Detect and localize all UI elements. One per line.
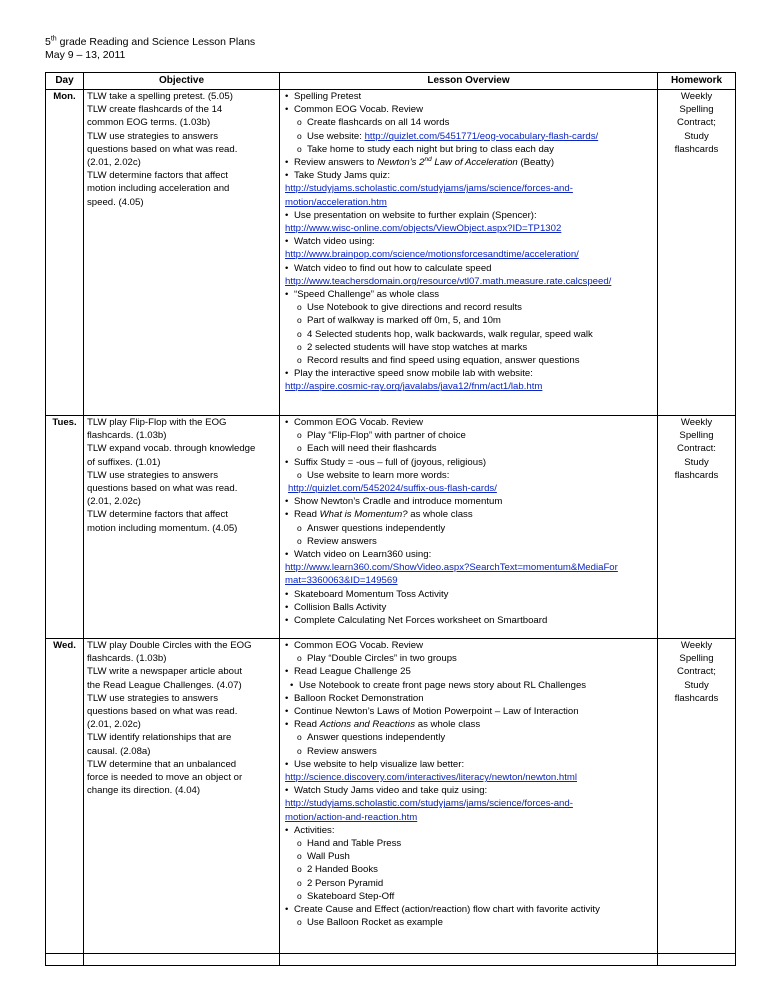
- homework-cell-wednesday: [658, 639, 736, 954]
- list-item: • Show Newton’s Cradle and introduce momentum: [283, 495, 654, 508]
- list-item: • Watch video using:: [283, 235, 654, 248]
- overview-cell-tuesday: [280, 416, 658, 639]
- list-item: o 2 Person Pyramid: [283, 877, 654, 890]
- objective-line: questions based on what was read.: [87, 706, 238, 718]
- learn360-link-cont[interactable]: mat=3360063&ID=149569: [285, 575, 398, 587]
- list-item: • Read League Challenge 25: [283, 665, 654, 678]
- objective-line: motion including acceleration and: [87, 183, 230, 195]
- objective-line: TLW determine factors that affect: [87, 509, 228, 521]
- objective-cell-monday: [84, 90, 280, 416]
- list-item: o Part of walkway is marked off 0m, 5, and 10m: [283, 314, 654, 327]
- list-item: o Create flashcards on all 14 words: [283, 116, 654, 129]
- list-item: o Take home to study each night but bring to class each day: [283, 143, 654, 156]
- objective-line: TLW use strategies to answers: [87, 469, 218, 481]
- table-row-empty: [46, 954, 736, 966]
- quizlet-eog-link[interactable]: http://quizlet.com/5451771/eog-vocabulary-flash-cards/: [364, 130, 599, 142]
- table-row-wednesday: [46, 639, 736, 954]
- table-row-monday: [46, 90, 736, 416]
- list-item: • Play the interactive speed snow mobile lab with website:: [283, 367, 654, 380]
- objective-line: TLW determine factors that affect: [87, 170, 228, 182]
- list-item: o Hand and Table Press: [283, 837, 654, 850]
- homework-line: Contract;: [677, 117, 716, 129]
- objective-line: flashcards. (1.03b): [87, 653, 167, 665]
- list-item: o 2 selected students will have stop watches at marks: [283, 341, 654, 354]
- objective-line: TLW play Double Circles with the EOG: [87, 640, 252, 651]
- list-item: • Watch video on Learn360 using:: [283, 548, 654, 561]
- column-header-day: Day: [46, 73, 84, 90]
- homework-line: Weekly: [680, 417, 713, 428]
- objective-line: TLW take a spelling pretest. (5.05): [87, 91, 233, 102]
- column-header-objective: Objective: [84, 73, 280, 90]
- studyjams-acceleration-link-cont[interactable]: motion/acceleration.htm: [285, 196, 387, 208]
- homework-line: Study: [684, 130, 709, 142]
- homework-line: Spelling: [679, 430, 714, 442]
- list-item: • Read Actions and Reactions as whole class: [283, 718, 654, 731]
- list-item: o Each will need their flashcards: [283, 442, 654, 455]
- list-item: o Use Balloon Rocket as example: [283, 916, 654, 929]
- objective-cell-tuesday: [84, 416, 280, 639]
- list-item: • Spelling Pretest: [283, 90, 654, 103]
- studyjams-action-reaction-link-cont[interactable]: motion/action-and-reaction.htm: [285, 811, 418, 823]
- overview-cell-monday: [280, 90, 658, 416]
- list-item: • Use Notebook to create front page news story about RL Challenges: [283, 679, 654, 692]
- objective-line: TLW use strategies to answers: [87, 130, 218, 142]
- homework-line: Spelling: [679, 104, 714, 116]
- list-item: o Review answers: [283, 535, 654, 548]
- list-item: o Play “Double Circles” in two groups: [283, 652, 654, 665]
- objective-line: TLW write a newspaper article about: [87, 666, 242, 678]
- studyjams-acceleration-link[interactable]: http://studyjams.scholastic.com/studyjams/jams/science/forces-and-: [285, 183, 573, 195]
- document-header: [45, 36, 255, 62]
- list-item: o 2 Handed Books: [283, 863, 654, 876]
- homework-line: Weekly: [680, 91, 713, 102]
- homework-cell-monday: [658, 90, 736, 416]
- empty-cell: [280, 954, 658, 966]
- list-item: • Watch video to find out how to calculate speed: [283, 262, 654, 275]
- empty-cell: [46, 954, 84, 966]
- list-item: • Review answers to Newton’s 2nd Law of Acceleration (Beatty): [283, 156, 654, 169]
- list-item: • Complete Calculating Net Forces worksheet on Smartboard: [283, 614, 654, 627]
- homework-line: Contract:: [677, 443, 716, 455]
- objective-line: TLW play Flip-Flop with the EOG: [87, 417, 227, 428]
- list-item: o Review answers: [283, 745, 654, 758]
- column-header-overview: Lesson Overview: [280, 73, 658, 90]
- objective-line: (2.01, 2.02c): [87, 157, 141, 169]
- table-header-row: [46, 73, 736, 90]
- brainpop-link[interactable]: http://www.brainpop.com/science/motionsforcesandtime/acceleration/: [285, 249, 579, 261]
- list-item: • Skateboard Momentum Toss Activity: [283, 588, 654, 601]
- header-title: 5th grade Reading and Science Lesson Plans: [45, 35, 256, 48]
- homework-line: flashcards: [674, 469, 719, 481]
- homework-line: flashcards: [674, 143, 719, 155]
- list-item: o 4 Selected students hop, walk backwards, walk regular, speed walk: [283, 328, 654, 341]
- homework-line: Weekly: [680, 640, 713, 651]
- list-item: • Continue Newton’s Laws of Motion Powerpoint – Law of Interaction: [283, 705, 654, 718]
- list-item: • Common EOG Vocab. Review: [283, 103, 654, 116]
- objective-line: the Read League Challenges. (4.07): [87, 679, 242, 691]
- header-dates: May 9 – 13, 2011: [45, 49, 126, 61]
- list-item: • Create Cause and Effect (action/reaction) flow chart with favorite activity: [283, 903, 654, 916]
- objective-line: flashcards. (1.03b): [87, 430, 167, 442]
- quizlet-suffix-link[interactable]: http://quizlet.com/5452024/suffix-ous-flash-cards/: [288, 483, 497, 495]
- homework-line: Spelling: [679, 653, 714, 665]
- list-item: • Read What is Momentum? as whole class: [283, 508, 654, 521]
- objective-line: causal. (2.08a): [87, 745, 151, 757]
- objective-line: (2.01, 2.02c): [87, 719, 141, 731]
- list-item: o Skateboard Step-Off: [283, 890, 654, 903]
- wisc-online-link[interactable]: http://www.wisc-online.com/objects/ViewObject.aspx?ID=TP1302: [285, 223, 562, 235]
- objective-cell-wednesday: [84, 639, 280, 954]
- empty-cell: [84, 954, 280, 966]
- objective-line: (2.01, 2.02c): [87, 496, 141, 508]
- column-header-homework: Homework: [658, 73, 736, 90]
- list-item: • Collision Balls Activity: [283, 601, 654, 614]
- list-item: o Record results and find speed using equation, answer questions: [283, 354, 654, 367]
- list-item: • Common EOG Vocab. Review: [283, 416, 654, 429]
- empty-cell: [658, 954, 736, 966]
- objective-line: of suffixes. (1.01): [87, 456, 161, 468]
- list-item: • Common EOG Vocab. Review: [283, 639, 654, 652]
- list-item: • Use presentation on website to further explain (Spencer):: [283, 209, 654, 222]
- list-item: o Play “Flip-Flop” with partner of choice: [283, 429, 654, 442]
- studyjams-action-reaction-link[interactable]: http://studyjams.scholastic.com/studyjams/jams/science/forces-and-: [285, 798, 573, 810]
- homework-cell-tuesday: [658, 416, 736, 639]
- list-item: • Balloon Rocket Demonstration: [283, 692, 654, 705]
- list-item: • Use website to help visualize law better:: [283, 758, 654, 771]
- list-item: o Use website: http://quizlet.com/5451771/eog-vocabulary-flash-cards/: [283, 130, 654, 143]
- table-row-tuesday: [46, 416, 736, 639]
- list-item: • Watch Study Jams video and take quiz using:: [283, 784, 654, 797]
- objective-line: TLW identify relationships that are: [87, 732, 232, 744]
- list-item: • Suffix Study = -ous – full of (joyous, religious): [283, 456, 654, 469]
- list-item: o Use Notebook to give directions and record results: [283, 301, 654, 314]
- homework-line: Study: [684, 456, 709, 468]
- list-item: • Activities:: [283, 824, 654, 837]
- day-cell-wednesday: Wed.: [46, 639, 84, 954]
- objective-line: change its direction. (4.04): [87, 785, 201, 797]
- cosmic-ray-lab-link[interactable]: http://aspire.cosmic-ray.org/javalabs/java12/fnm/act1/lab.htm: [285, 381, 543, 393]
- objective-line: TLW determine that an unbalanced: [87, 758, 237, 770]
- objective-line: common EOG terms. (1.03b): [87, 117, 211, 129]
- objective-line: questions based on what was read.: [87, 483, 238, 495]
- lesson-plan-table: [45, 72, 736, 966]
- list-item: • “Speed Challenge” as whole class: [283, 288, 654, 301]
- teachersdomain-link[interactable]: http://www.teachersdomain.org/resource/vtl07.math.measure.rate.calcspeed/: [285, 275, 612, 287]
- discovery-newton-link[interactable]: http://science.discovery.com/interactives/literacy/newton/newton.html: [285, 772, 578, 784]
- objective-line: motion including momentum. (4.05): [87, 522, 238, 534]
- day-cell-monday: Mon.: [46, 90, 84, 416]
- learn360-link[interactable]: http://www.learn360.com/ShowVideo.aspx?SearchText=momentum&MediaFor: [285, 562, 618, 574]
- homework-line: flashcards: [674, 692, 719, 704]
- objective-line: force is needed to move an object or: [87, 772, 243, 784]
- list-item: o Answer questions independently: [283, 731, 654, 744]
- objective-line: TLW expand vocab. through knowledge: [87, 443, 256, 455]
- objective-line: questions based on what was read.: [87, 143, 238, 155]
- overview-cell-wednesday: [280, 639, 658, 954]
- list-item: • Take Study Jams quiz:: [283, 169, 654, 182]
- day-cell-tuesday: Tues.: [46, 416, 84, 639]
- homework-line: Contract;: [677, 666, 716, 678]
- homework-line: Study: [684, 679, 709, 691]
- list-item: o Answer questions independently: [283, 522, 654, 535]
- objective-line: speed. (4.05): [87, 196, 144, 208]
- objective-line: TLW use strategies to answers: [87, 692, 218, 704]
- list-item: o Wall Push: [283, 850, 654, 863]
- objective-line: TLW create flashcards of the 14: [87, 104, 223, 116]
- list-item: o Use website to learn more words:: [283, 469, 654, 482]
